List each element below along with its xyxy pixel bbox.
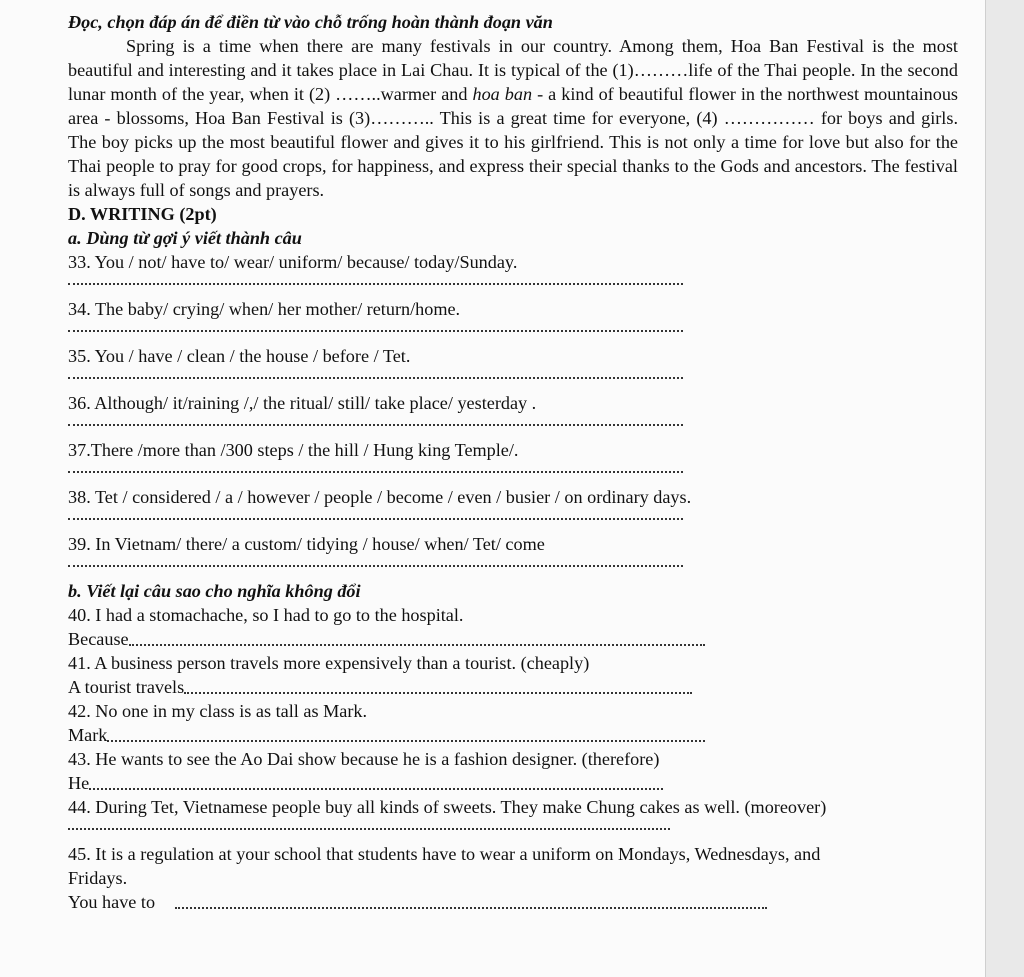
answer-line-40[interactable] <box>68 627 958 651</box>
answer-prompt-42: Mark <box>68 725 108 745</box>
question-36: 36. Although/ it/raining /,/ the ritual/ still/ take place/ yesterday . <box>68 393 537 413</box>
worksheet <box>68 10 958 914</box>
question-44: 44. During Tet, Vietnamese people buy all kinds of sweets. They make Chung cakes as well. (moreover) <box>68 797 827 817</box>
reading-passage <box>68 34 958 202</box>
answer-prompt-41: A tourist travels <box>68 677 185 697</box>
question-33: 33. You / not/ have to/ wear/ uniform/ because/ today/Sunday. <box>68 252 518 272</box>
part-a-title: a. Dùng từ gợi ý viết thành câu <box>68 228 302 248</box>
part-b-title: b. Viết lại câu sao cho nghĩa không đổi <box>68 581 361 601</box>
question-39: 39. In Vietnam/ there/ a custom/ tidying / house/ when/ Tet/ come <box>68 534 545 554</box>
question-37: 37.There /more than /300 steps / the hill / Hung king Temple/. <box>68 440 519 460</box>
answer-line-42[interactable] <box>68 723 958 747</box>
question-43: 43. He wants to see the Ao Dai show because he is a fashion designer. (therefore) <box>68 749 660 769</box>
answer-line-39[interactable] <box>68 556 958 580</box>
question-38: 38. Tet / considered / a / however / people / become / even / busier / on ordinary days. <box>68 487 692 507</box>
reading-title: Đọc, chọn đáp án để điền từ vào chỗ trống hoàn thành đoạn văn <box>68 12 553 32</box>
answer-line-38[interactable] <box>68 509 958 533</box>
question-45-cont: Fridays. <box>68 868 128 888</box>
answer-line-44[interactable] <box>68 819 958 843</box>
answer-line-35[interactable] <box>68 368 958 392</box>
answer-prompt-45: You have to <box>68 892 156 912</box>
question-41: 41. A business person travels more expensively than a tourist. (cheaply) <box>68 653 590 673</box>
passage-part-2: - a kind of beautiful flower in the northwest mountainous area - blossoms, Hoa Ban Festival is (3)……….. This is a great time for everyone, (4) …………… for boys and girls. The boy picks up the most beautiful flower and gives it to his girlfriend. This is not only a time for love but also for the Thai people to pray for good crops, for happiness, and express their special thanks to the Gods and ancestors. The festival is always full of songs and prayers. <box>68 84 958 200</box>
passage-italic-term: hoa ban <box>472 84 533 104</box>
question-45: 45. It is a regulation at your school that students have to wear a uniform on Mondays, Wednesdays, and <box>68 844 821 864</box>
answer-line-43[interactable] <box>68 771 958 795</box>
question-42: 42. No one in my class is as tall as Mark. <box>68 701 368 721</box>
answer-line-34[interactable] <box>68 321 958 345</box>
answer-prompt-43: He <box>68 773 90 793</box>
question-35: 35. You / have / clean / the house / before / Tet. <box>68 346 411 366</box>
answer-line-33[interactable] <box>68 274 958 298</box>
answer-prompt-40: Because <box>68 629 129 649</box>
answer-line-41[interactable] <box>68 675 958 699</box>
answer-line-45[interactable] <box>68 890 958 914</box>
answer-line-37[interactable] <box>68 462 958 486</box>
question-40: 40. I had a stomachache, so I had to go to the hospital. <box>68 605 464 625</box>
question-34: 34. The baby/ crying/ when/ her mother/ return/home. <box>68 299 461 319</box>
answer-line-36[interactable] <box>68 415 958 439</box>
page-edge <box>985 0 1024 977</box>
passage-part-1: Spring is a time when there are many festivals in our country. Among them, Hoa Ban Festival is the most beautiful and interesting and it takes place in Lai Chau. It is typical of the (1)………life of the Thai people. In the second lunar month of the year, when it (2) ……..warmer and <box>68 36 958 104</box>
writing-title: D. WRITING (2pt) <box>68 204 217 224</box>
